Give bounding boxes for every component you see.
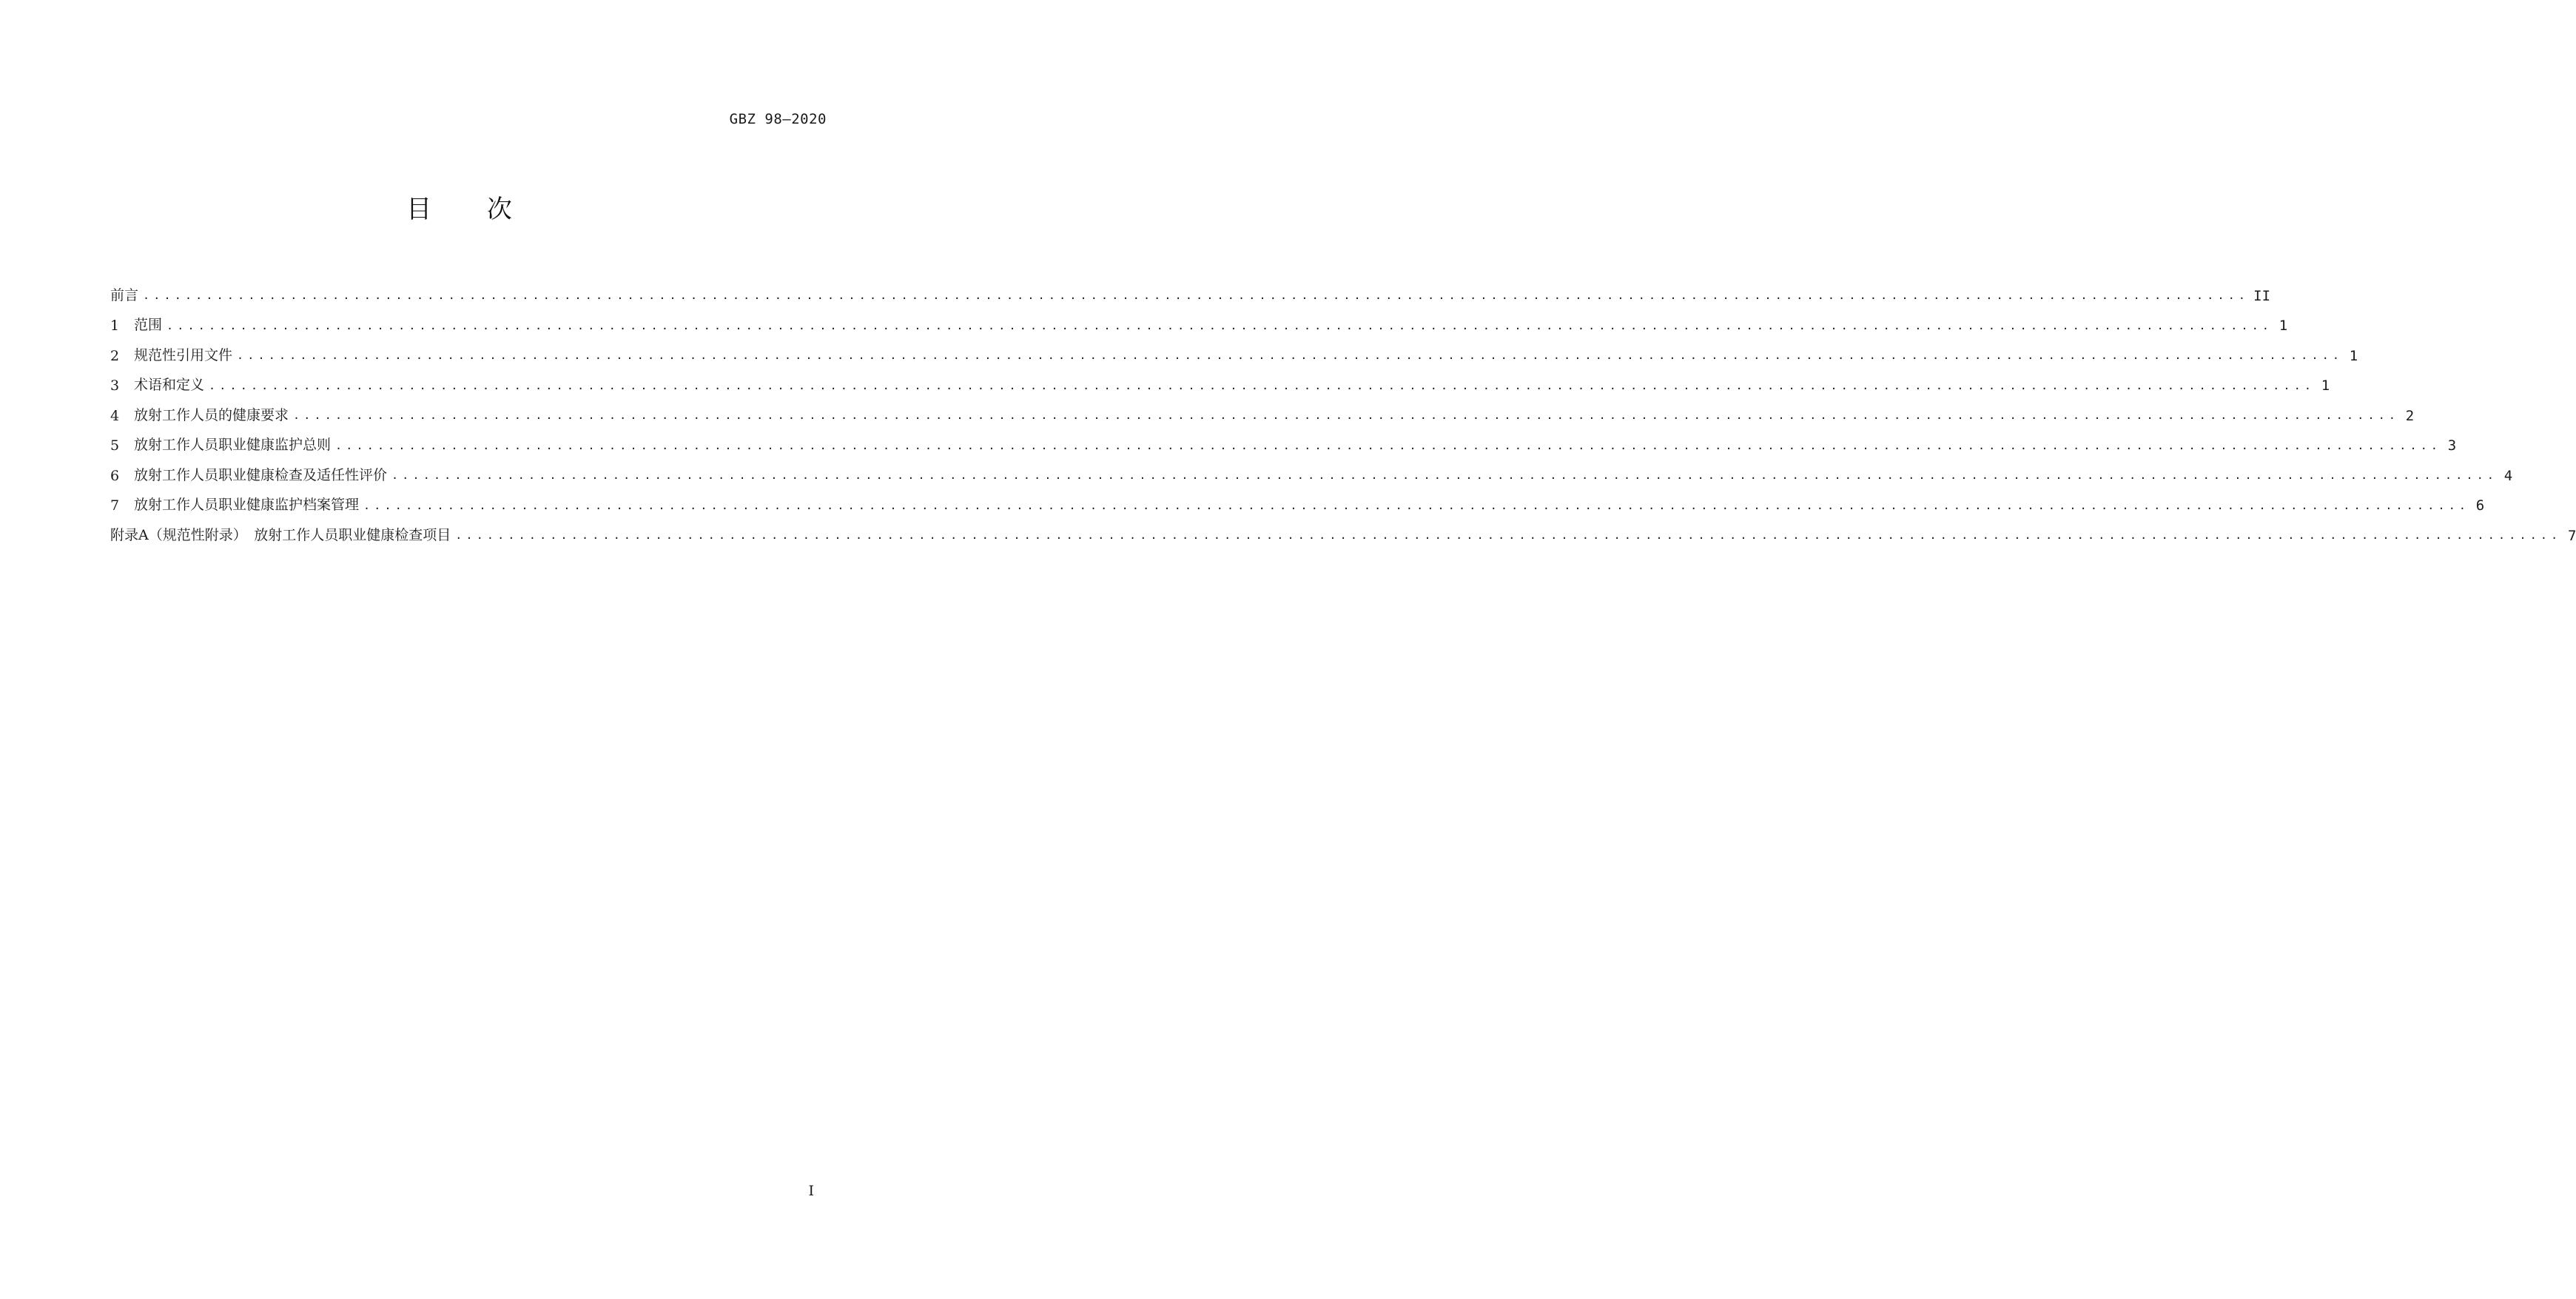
toc-entry-label: 前言: [110, 286, 139, 303]
toc-entry-number: 6: [110, 467, 120, 484]
table-of-contents: [110, 274, 2576, 544]
toc-entry-page: 6: [2475, 497, 2485, 514]
toc-entry-page: 1: [2279, 318, 2288, 334]
toc-entry-surveillance-principles[interactable]: [110, 424, 2457, 454]
toc-entry-appendix-a[interactable]: [110, 514, 2576, 544]
toc-entry-label: 放射工作人员职业健康检查及适任性评价: [134, 466, 388, 483]
toc-leader-dots: ........................................................................................................................................................................................................: [209, 378, 2316, 392]
toc-leader-dots: ........................................................................................................................................................................................................: [293, 409, 2400, 422]
toc-leader-dots: ........................................................................................................................................................................................................: [237, 349, 2344, 362]
toc-leader-dots: ........................................................................................................................................................................................................: [455, 528, 2562, 542]
page-title: 目 次: [406, 195, 536, 224]
toc-entry-number: 4: [110, 407, 120, 424]
toc-leader-dots: ........................................................................................................................................................................................................: [363, 498, 2470, 512]
toc-entry-label: 规范性引用文件: [134, 346, 233, 363]
standard-code: GBZ 98—2020: [729, 111, 827, 127]
toc-entry-label: 放射工作人员职业健康监护档案管理: [134, 497, 360, 513]
toc-entry-number: 7: [110, 497, 120, 514]
toc-entry-normative-references[interactable]: [110, 334, 2358, 364]
toc-leader-dots: ........................................................................................................................................................................................................: [335, 438, 2442, 452]
toc-entry-label: 附录A（规范性附录） 放射工作人员职业健康检查项目: [110, 526, 451, 543]
toc-leader-dots: ........................................................................................................................................................................................................: [167, 318, 2273, 332]
toc-entry-number: 5: [110, 437, 120, 454]
toc-entry-number: 3: [110, 377, 120, 394]
toc-entry-page: II: [2253, 287, 2271, 304]
toc-entry-page: 7: [2567, 527, 2576, 544]
toc-entry-scope[interactable]: [110, 304, 2288, 335]
toc-entry-page: 1: [2321, 377, 2330, 394]
toc-entry-health-examination[interactable]: [110, 454, 2513, 484]
toc-entry-page: 2: [2405, 407, 2415, 424]
toc-entry-label: 范围: [134, 317, 163, 333]
toc-entry-records-management[interactable]: [110, 484, 2485, 514]
toc-entry-label: 术语和定义: [134, 377, 205, 393]
toc-entry-foreword[interactable]: [110, 274, 2271, 304]
toc-entry-page: 1: [2349, 347, 2358, 364]
toc-entry-page: 3: [2447, 437, 2457, 454]
toc-leader-dots: ........................................................................................................................................................................................................: [391, 469, 2498, 482]
toc-leader-dots: ........................................................................................................................................................................................................: [143, 289, 2250, 302]
toc-entry-number: 2: [110, 347, 120, 364]
toc-entry-terms-definitions[interactable]: [110, 364, 2330, 395]
page-number: I: [808, 1183, 814, 1199]
toc-entry-health-requirements[interactable]: [110, 394, 2415, 424]
toc-entry-label: 放射工作人员的健康要求: [134, 406, 289, 423]
toc-entry-number: 1: [110, 318, 120, 334]
toc-entry-page: 4: [2503, 467, 2513, 484]
toc-entry-label: 放射工作人员职业健康监护总则: [134, 437, 332, 453]
